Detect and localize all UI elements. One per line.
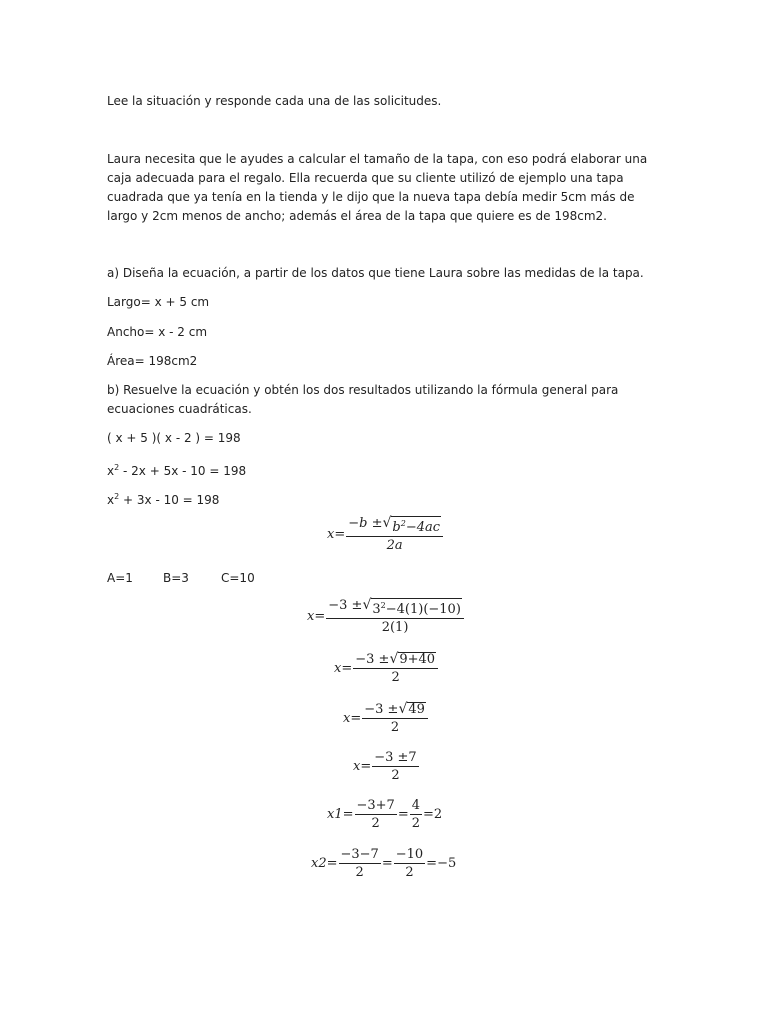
ancho-line: Ancho= x - 2 cm (107, 325, 208, 339)
simplify-step-2: x= −3 ± √ 49 2 (343, 702, 429, 735)
simplify-step-1: x= −3 ± √ 9+40 2 (334, 652, 439, 685)
coefficients: A=1 B=3 C=10 (107, 571, 255, 585)
part-b-question: b) Resuelve la ecuación y obtén los dos resultados utilizando la fórmula general para ecuaciones cuadráticas. (107, 383, 619, 416)
problem-text: Laura necesita que le ayudes a calcular el tamaño de la tapa, con eso podrá elaborar una caja adecuada para el regalo. Ella recuerda que su cliente utilizó de ejemplo una tapa cuadrada que ya tenía en la tienda y le dijo que la nueva tapa debía medir 5cm más de largo y 2cm menos de ancho; además el área de la tapa que quiere es de 198cm2. (107, 152, 648, 223)
area-line: Área= 198cm2 (107, 354, 198, 368)
intro-text: Lee la situación y responde cada una de las solicitudes. (107, 94, 442, 108)
solution-x2: x2= $\frac{-3-7}{2}$ = $\frac{-10}{2}$ =−5 (311, 847, 457, 880)
largo-line: Largo= x + 5 cm (107, 295, 210, 309)
quadratic-formula: x= −b ± √ $b^2-4ac$ 2a (327, 516, 444, 553)
equation-2: $x^2 - 2x + 5x - 10 = 198$ (107, 463, 247, 478)
solution-x1: x1= $\frac{-3+7}{2}$ = $\frac{4}{2}$ =2 (327, 798, 443, 831)
simplify-step-3: x= $\frac{-3 \pm 7}{2}$ (353, 750, 417, 783)
equation-1: ( x + 5 )( x - 2 ) = 198 (107, 431, 241, 445)
substitution-step: x= −3 ± √ $3^2-4(1)(-10)$ 2(1) (307, 598, 465, 635)
equation-3: $x^2 + 3x - 10 = 198$ (107, 492, 220, 507)
part-a-question: a) Diseña la ecuación, a partir de los datos que tiene Laura sobre las medidas de la tapa. (107, 266, 644, 280)
